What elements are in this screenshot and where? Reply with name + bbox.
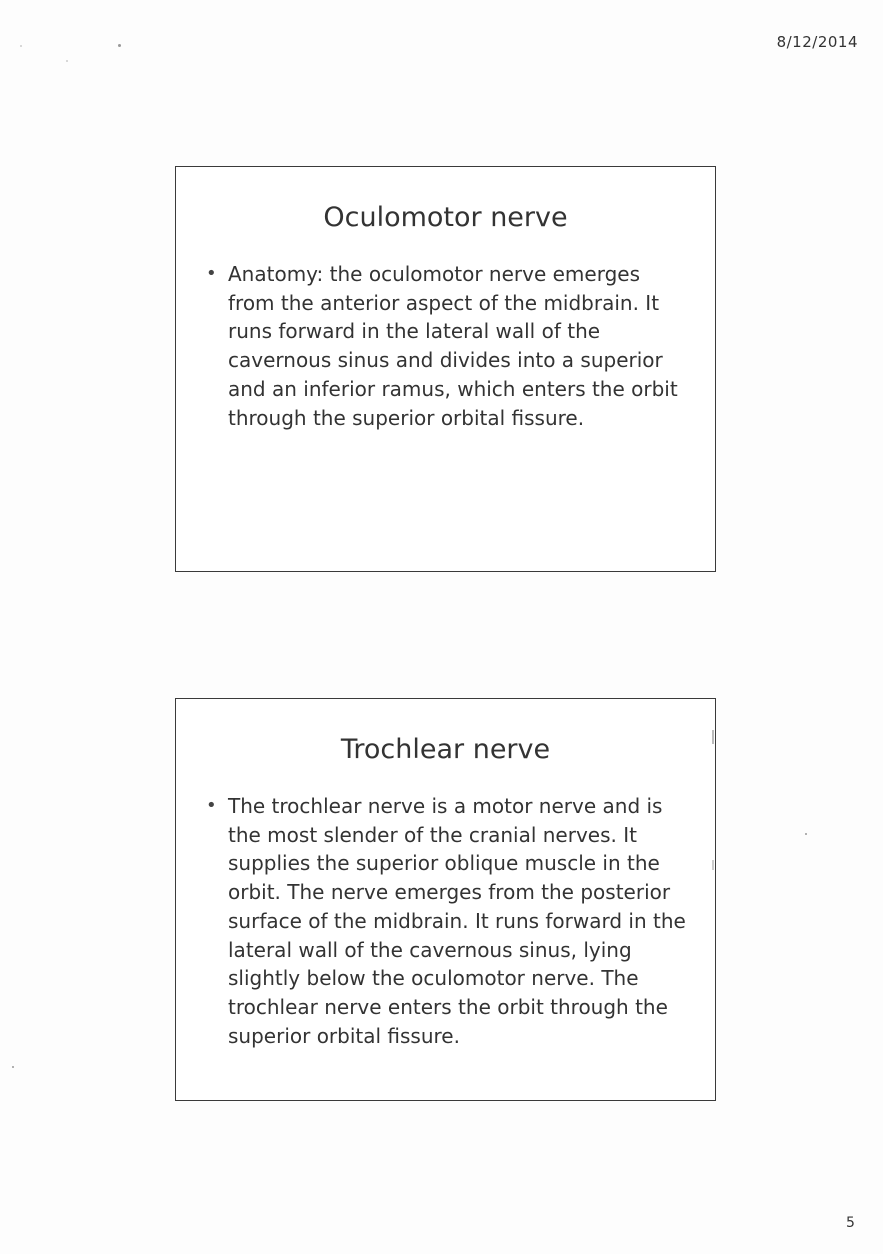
slide-trochlear-nerve bbox=[175, 698, 716, 1101]
scan-speck bbox=[805, 833, 807, 835]
page-number: 5 bbox=[846, 1215, 855, 1231]
scan-speck bbox=[66, 60, 68, 62]
slide-title: Trochlear nerve bbox=[340, 734, 551, 765]
bullet-item: • Anatomy: the oculomotor nerve emerges from the anterior aspect of the midbrain. It runs forward in the lateral wall of the cavernous sinus and divides into a superior and an inferior ramus, which enters the orbit through the superior orbital fissure. bbox=[176, 260, 715, 432]
scan-speck bbox=[12, 1066, 14, 1068]
bullet-list bbox=[176, 260, 715, 432]
bullet-list bbox=[176, 792, 715, 1050]
scan-speck bbox=[712, 730, 714, 744]
scan-speck bbox=[118, 44, 121, 47]
slide-oculomotor-nerve bbox=[175, 166, 716, 572]
scan-speck bbox=[712, 860, 714, 870]
bullet-item: • The trochlear nerve is a motor nerve and is the most slender of the cranial nerves. It supplies the superior oblique muscle in the orbit. The nerve emerges from the posterior surface of the midbrain. It runs forward in the lateral wall of the cavernous sinus, lying slightly below the oculomotor nerve. The trochlear nerve enters the orbit through the superior orbital fissure. bbox=[176, 792, 715, 1050]
slide-title: Oculomotor nerve bbox=[323, 202, 568, 233]
scan-speck bbox=[20, 45, 22, 47]
print-date: 8/12/2014 bbox=[776, 33, 858, 51]
